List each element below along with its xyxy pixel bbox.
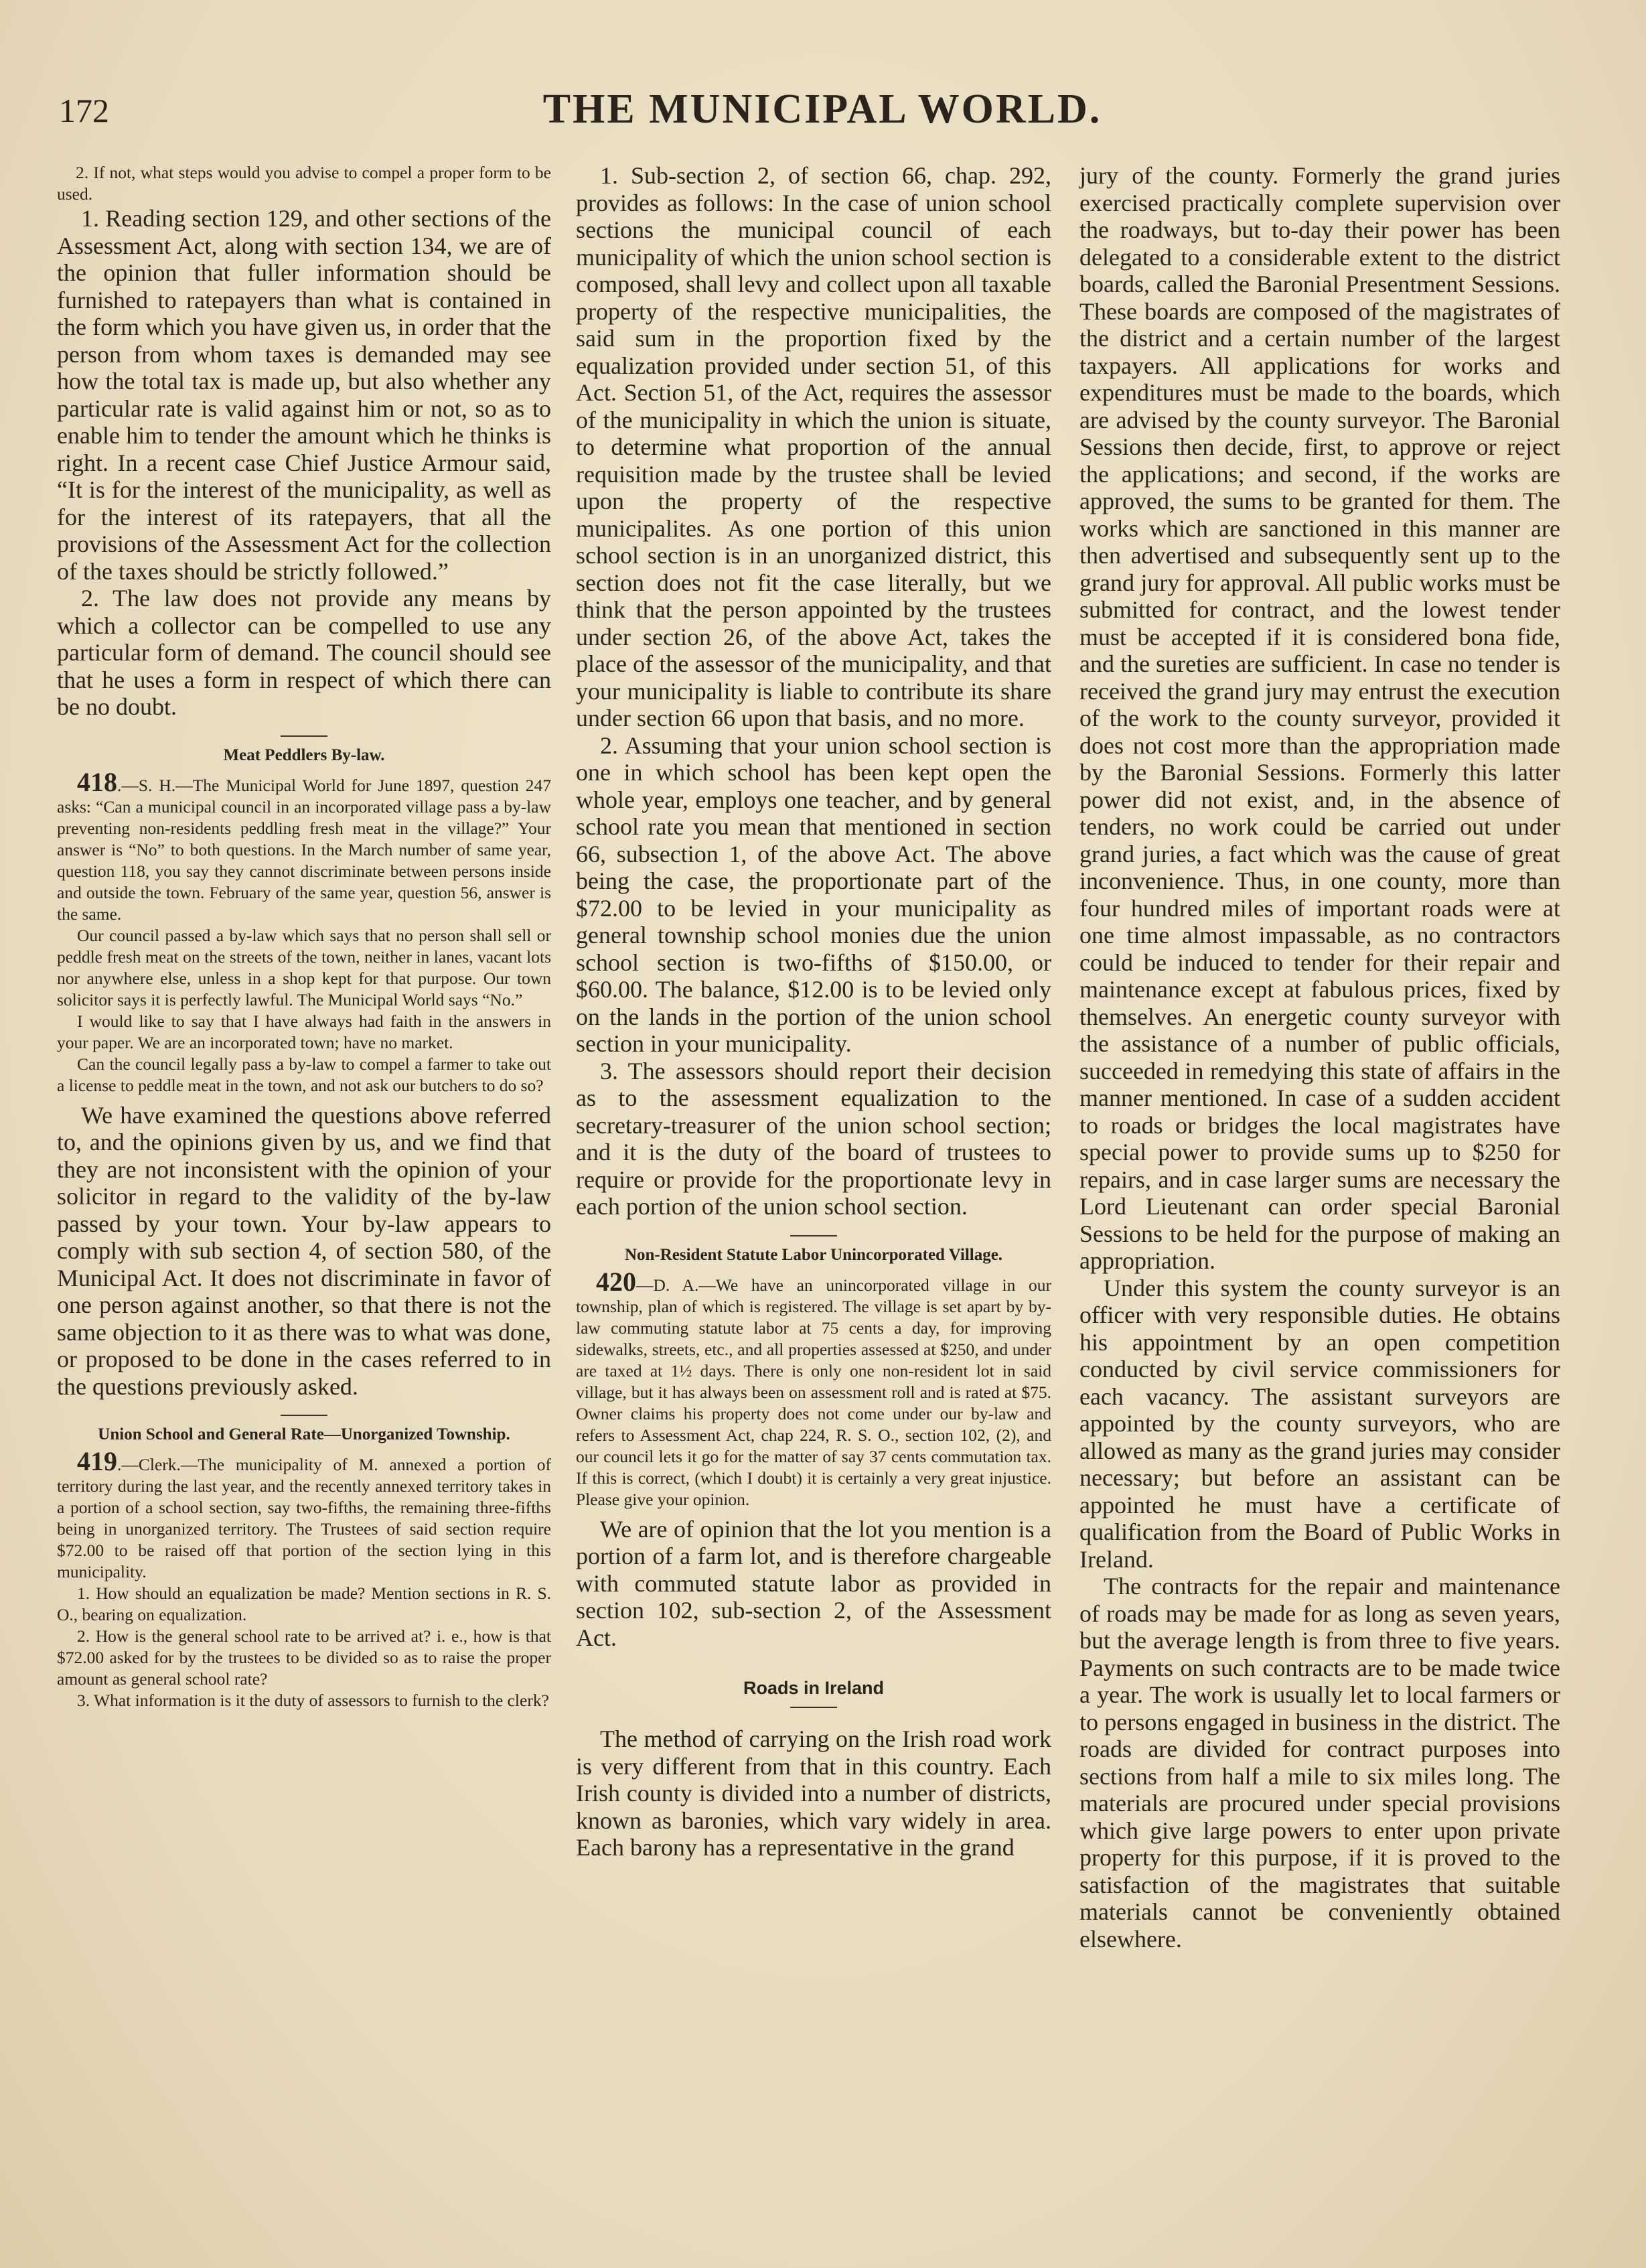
answer-paragraph: 2. Assuming that your union school section is one in which school has been kept open the whole year, employs one teacher, and by general school rate you mean that mentioned in section 66, subsection 1, of the above Act. The above being the case, the proportionate part of the $72.00 to be levied in your municipality as general township school monies due the union school section is two-fifths of $150.00, or $60.00. The balance, $12.00 is to be levied only on the lands in the portion of the union school section in your municipality. (576, 731, 1051, 1057)
question-paragraph (576, 1266, 1051, 1510)
answer-paragraph: We have examined the questions above referred to, and the opinions given by us, and we find that they are not inconsistent with the opinion of your solicitor in regard to the validity of the by-law passed by your town. Your by-law appears to comply with sub section 4, of section 580, of the Municipal Act. It does not discriminate in favor of one person against another, so that there is not the same objection to it as there was to what was done, or proposed to be done in the cases referred to in the questions previously asked. (57, 1101, 551, 1400)
section-divider (281, 1415, 327, 1416)
column-middle (576, 162, 1051, 1861)
section-divider (790, 1235, 837, 1236)
question-paragraph (57, 766, 551, 925)
article-paragraph: Under this system the county surveyor is an officer with very responsible duties. He obtains his appointment by an open competition conducted by civil service commissioners for each vacancy. The assistant surveyors are appointed by the county surveyors, who are allowed as many as the grand juries may consider necessary; but before an assistant can be appointed he must have a certificate of qualification from the Board of Public Works in Ireland. (1079, 1274, 1560, 1573)
section-divider (281, 735, 327, 737)
article-paragraph: jury of the county. Formerly the grand juries exercised practically complete supervision over the roadways, but to-day their power has been delegated to a considerable extent to the district boards, called the Baronial Presentment Sessions. These boards are composed of the magistrates of the district and a certain number of the largest taxpayers. All applications for works and expenditures must be made to the boards, which are advised by the county surveyor. The Baronial Sessions then decide, first, to approve or reject the applications; and second, if the works are approved, the sums to be granted for them. The works which are sanctioned in this manner are then advertised and subsequently sent up to the grand jury for approval. All public works must be submitted for contract, and the lowest tender must be accepted if it is considered bona fide, and the sureties are sufficient. In case no tender is received the grand jury may entrust the execution of the work to the county surveyor, provided it does not cost more than the appropriation made by the Baronial Sessions. Formerly this latter power did not exist, and, in the absence of tenders, no work could be carried out under grand juries, a fact which was the cause of great inconvenience. Thus, in one county, more than four hundred miles of important roads were at one time almost impassable, as no contractors could be induced to tender for their repair and maintenance except at fabulous prices, fixed by themselves. An energetic county surveyor with the assistance of a number of public officials, succeeded in remedying this state of affairs in the manner mentioned. In case of a sudden accident to roads or bridges the local magistrates have special power to provide sums up to $250 for repairs, and in case larger sums are necessary the Lord Lieutenant can order special Baronial Sessions to be held for the purpose of making an appropriation. (1079, 162, 1560, 1274)
question-body: .—S. H.—The Municipal World for June 1897, question 247 asks: “Can a municipal council in an incorporated village pass a by-law preventing non-residents peddling fresh meat in the village?” Your answer is “No” to both questions. In the March number of same year, question 118, you say they cannot discriminate between persons inside and outside the town. February of the same year, question 56, answer is the same. (57, 775, 551, 924)
section-divider (790, 1707, 837, 1708)
answer-paragraph: 1. Reading section 129, and other sections of the Assessment Act, along with section 134, we are of the opinion that fuller information should be furnished to ratepayers than what is contained in the form which you have given us, in order that the person from whom taxes is demanded may see how the total tax is made up, but also whether any particular rate is valid against him or not, so as to enable him to tender the amount which he thinks is right. In a recent case Chief Justice Armour said, “It is for the interest of the municipality, as well as for the interest of its ratepayers, that all the provisions of the Assessment Act for the collection of the taxes should be strictly followed.” (57, 205, 551, 585)
page-number: 172 (59, 92, 109, 129)
question-number: 419 (77, 1446, 117, 1476)
article-paragraph: The method of carrying on the Irish road work is very different from that in this country. Each Irish county is divided into a number of districts, known as baronies, which vary widely in area. Each barony has a representative in the grand (576, 1725, 1051, 1861)
question-number: 420 (596, 1266, 636, 1297)
answer-paragraph: 2. The law does not provide any means by which a collector can be compelled to use any particular form of demand. The council should see that he uses a form in respect of which there can be no doubt. (57, 585, 551, 720)
question-paragraph (57, 1446, 551, 1583)
answer-paragraph: 3. The assessors should report their decision as to the assessment equalization to the secretary-treasurer of the union school section; and it is the duty of the board of trustees to require or provide for the proportionate levy in each portion of the union school section. (576, 1057, 1051, 1220)
section-heading: Union School and General Rate—Unorganized Township. (98, 1425, 510, 1443)
question-text: 2. If not, what steps would you advise to compel a proper form to be used. (57, 163, 551, 204)
page-header (59, 86, 1586, 139)
answer-paragraph: We are of opinion that the lot you mention is a portion of a farm lot, and is therefore chargeable with commuted statute labor as provided in section 102, sub-section 2, of the Assessment Act. (576, 1515, 1051, 1651)
answer-paragraph: 1. Sub-section 2, of section 66, chap. 292, provides as follows: In the case of union school sections the municipal council of each municipality of which the union school section is composed, shall levy and collect upon all taxable property of the respective municipalities, the said sum in the proportion fixed by the equalization provided under section 51, of this Act. Section 51, of the Act, requires the assessor of the municipality in which the union is situate, to determine what proportion of the annual requisition made by the trustee shall be levied upon the property of the respective municipalites. As one portion of this union school section is in an unorganized district, this section does not fit the case literally, but we think that the person appointed by the trustees under section 26, of the above Act, takes the place of the assessor of the municipality, and that your municipality is liable to contribute its share under section 66 upon that basis, and no more. (576, 162, 1051, 731)
question-number: 418 (77, 766, 117, 797)
question-paragraph: Our council passed a by-law which says that no person shall sell or peddle fresh meat on the streets of the town, neither in lanes, vacant lots nor anywhere else, unless in a shop kept for that purpose. Our town solicitor says it is perfectly lawful. The Municipal World says “No.” (57, 925, 551, 1009)
question-paragraph: 1. How should an equalization be made? Mention sections in R. S. O., bearing on equalization. (57, 1583, 551, 1624)
question-body: —D. A.—We have an unincorporated village in our township, plan of which is registered. The village is set apart by by-law commuting statute labor at 75 cents a day, for improving sidewalks, streets, etc., and all properties assessed at $250, and under are taxed at 1½ days. There is only one non-resident lot in said village, but it has always been on assessment roll and is rated at $75. Owner claims his property does not come under our by-law and refers to Assessment Act, chap 224, R. S. O., section 102, (2), and our council lets it go for the matter of say 37 cents commutation tax. If this is correct, (which I doubt) it is certainly a very great injustice. Please give your opinion. (576, 1275, 1051, 1509)
section-heading: Meat Peddlers By-law. (223, 746, 385, 764)
question-paragraph: Can the council legally pass a by-law to compel a farmer to take out a license to peddle meat in the town, and not ask our butchers to do so? (57, 1054, 551, 1095)
publication-title: THE MUNICIPAL WORLD. (542, 86, 1102, 132)
question-paragraph: I would like to say that I have always had faith in the answers in your paper. We are an incorporated town; have no market. (57, 1011, 551, 1052)
article-heading: Roads in Ireland (743, 1678, 885, 1698)
question-body: .—Clerk.—The municipality of M. annexed a portion of territory during the last year, and the recently annexed territory takes in a portion of a school section, say two-fifths, the remaining three-fifths being in unorganized territory. The Trustees of said section require $72.00 to be raised off that portion of the section lying in this municipality. (57, 1455, 551, 1581)
article-paragraph: The contracts for the repair and maintenance of roads may be made for as long as seven years, but the average length is from three to five years. Payments on such contracts are to be made twice a year. The work is usually let to local farmers or to persons engaged in business in the district. The roads are divided for contract purposes into sections from half a mile to six miles long. The materials are procured under special provisions which give large powers to enter upon private property for this purpose, if it is proved to the satisfaction of the magistrates that suitable materials cannot be conveniently obtained elsewhere. (1079, 1573, 1560, 1953)
column-right (1079, 162, 1560, 1953)
question-paragraph: 3. What information is it the duty of assessors to furnish to the clerk? (77, 1691, 549, 1710)
column-left (57, 162, 551, 1711)
section-heading: Non-Resident Statute Labor Unincorporated Village. (624, 1245, 1003, 1264)
question-paragraph: 2. How is the general school rate to be arrived at? i. e., how is that $72.00 asked for by the trustees to be divided so as to raise the proper amount as general school rate? (57, 1626, 551, 1689)
